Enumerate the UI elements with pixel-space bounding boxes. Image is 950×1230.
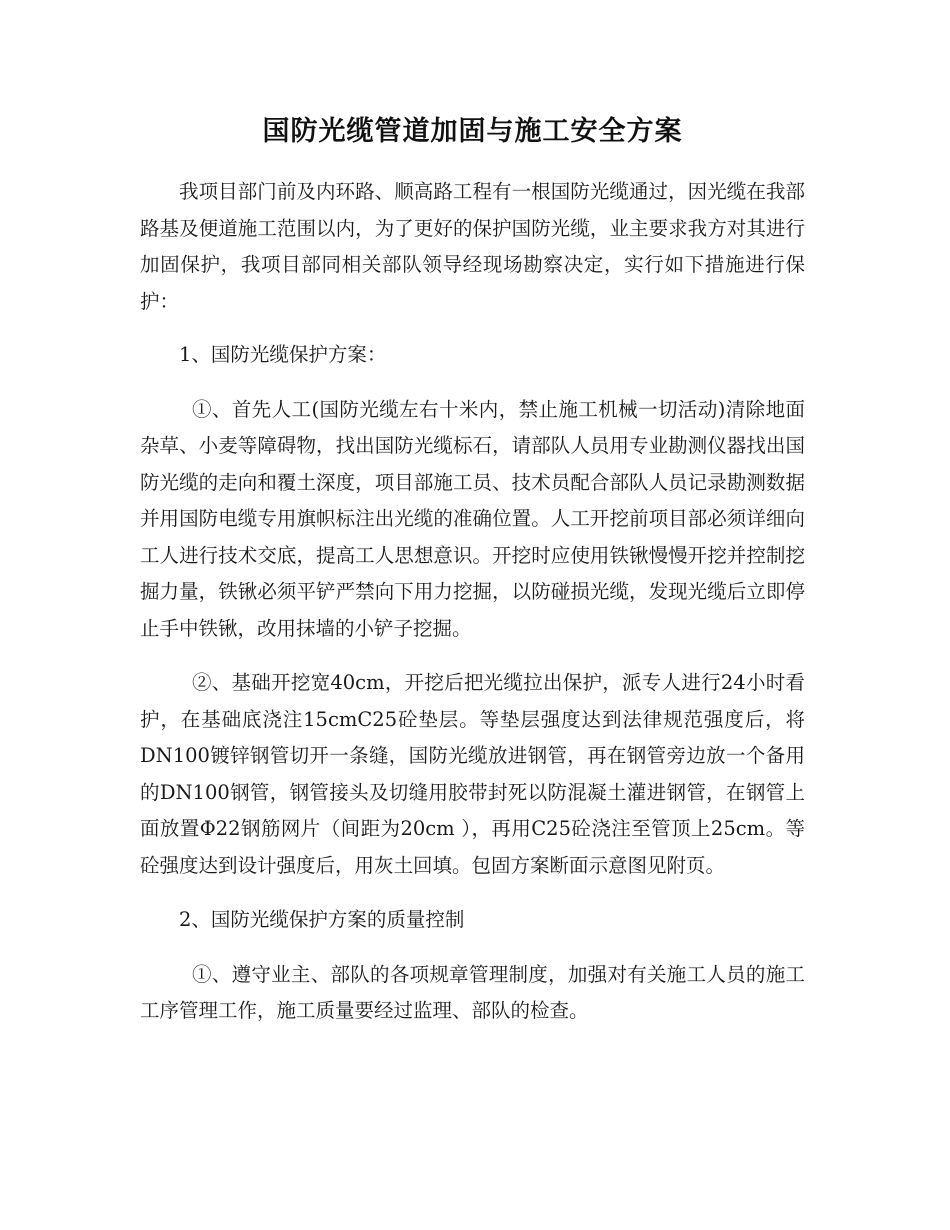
section-1-item-2: ②、基础开挖宽40cm，开挖后把光缆拉出保护，派专人进行24小时看护，在基础底浇注15cmC25砼垫层。等垫层强度达到法律规范强度后，将DN100镀锌钢管切开一条缝，国防光缆放进钢管，再在钢管旁边放一个备用的DN100钢管，钢管接头及切缝用胶带封死以防混凝土灌进钢管，在钢管上面放置Φ22钢筋网片（间距为20cm ），再用C25砼浇注至管顶上25cm。等砼强度达到设计强度后，用灰土回填。包固方案断面示意图见附页。 xyxy=(140,671,805,877)
section-1-item-1: ①、首先人工(国防光缆左右十米内，禁止施工机械一切活动)清除地面杂草、小麦等障碍物，找出国防光缆标石，请部队人员用专业勘测仪器找出国防光缆的走向和覆土深度，项目部施工员、技术员配合部队人员记录勘测数据并用国防电缆专用旗帜标注出光缆的准确位置。人工开挖前项目部必须详细向工人进行技术交底，提高工人思想意识。开挖时应使用铁锹慢慢开挖并控制挖掘力量，铁锹必须平铲严禁向下用力挖掘，以防碰损光缆，发现光缆后立即停止手中铁锹，改用抹墙的小铲子挖掘。 xyxy=(140,397,805,640)
section-2-heading: 2、国防光缆保护方案的质量控制 xyxy=(179,908,465,931)
document-title: 国防光缆管道加固与施工安全方案 xyxy=(262,116,683,147)
section-2-item-1: ①、遵守业主、部队的各项规章管理制度，加强对有关施工人员的施工工序管理工作，施工质量要经过监理、部队的检查。 xyxy=(140,962,805,1022)
document-page xyxy=(140,112,805,1030)
section-1-heading: 1、国防光缆保护方案： xyxy=(179,343,387,366)
intro-paragraph: 我项目部门前及内环路、顺高路工程有一根国防光缆通过，因光缆在我部路基及便道施工范围以内，为了更好的保护国防光缆，业主要求我方对其进行加固保护，我项目部同相关部队领导经现场勘察决定，实行如下措施进行保护： xyxy=(140,180,805,313)
